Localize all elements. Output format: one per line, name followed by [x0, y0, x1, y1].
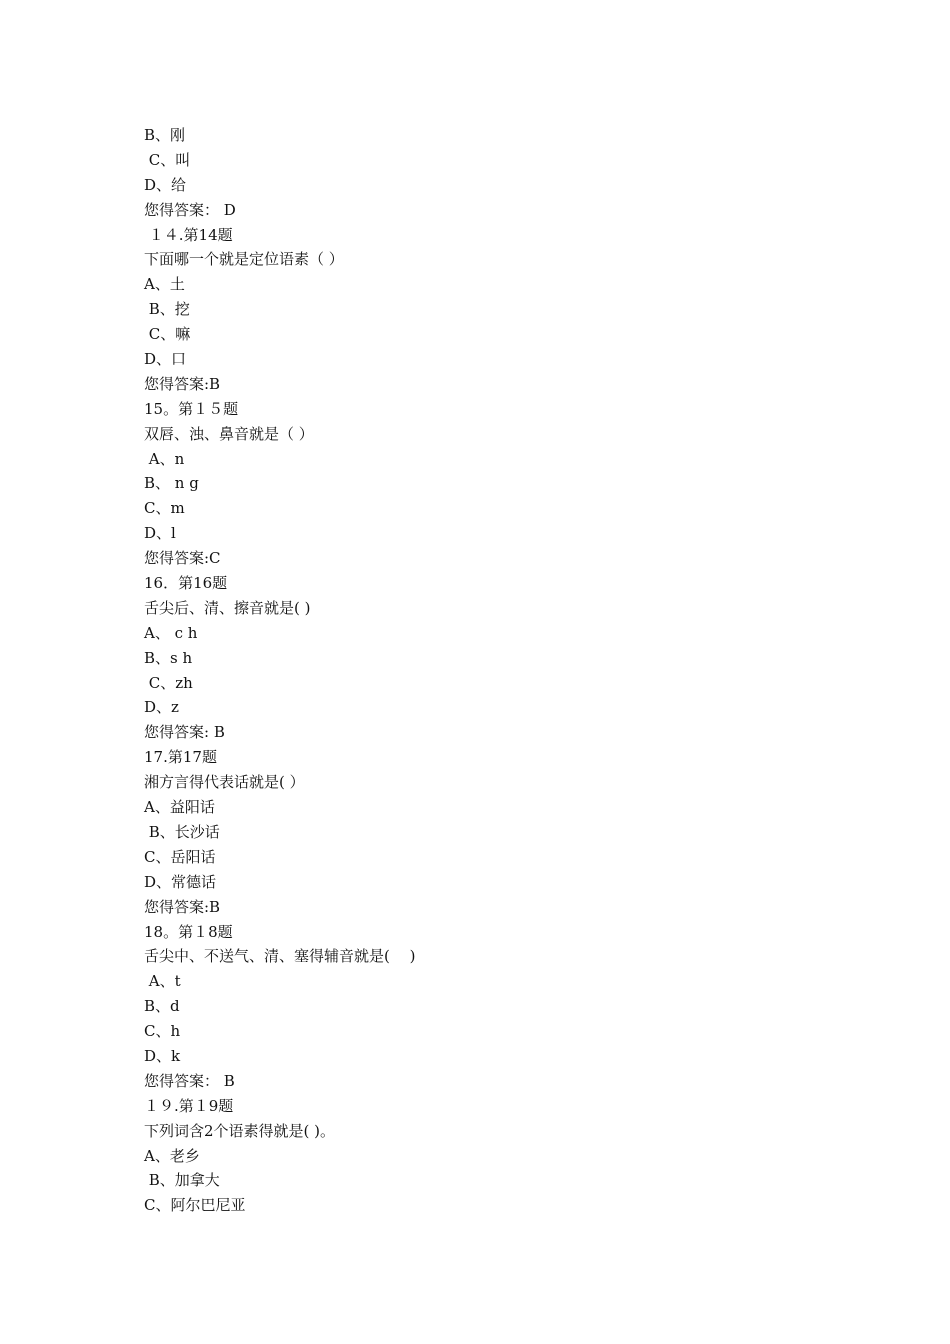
text-line: 15。第１５题	[144, 399, 239, 418]
text-line: 您得答案:B	[144, 374, 221, 393]
text-line: C、h	[144, 1022, 181, 1041]
text-line: C、岳阳话	[144, 847, 216, 866]
text-line: D、常德话	[144, 872, 217, 891]
text-line: D、l	[144, 524, 176, 543]
text-line: A、 c h	[144, 623, 198, 642]
text-line: 16．第16题	[144, 574, 228, 593]
text-line: B、挖	[144, 300, 190, 319]
text-line: B、s h	[144, 648, 193, 667]
text-line: １９.第１9题	[144, 1096, 234, 1115]
text-line: C、m	[144, 499, 185, 518]
text-line: D、z	[144, 698, 179, 717]
text-line: 您得答案:C	[144, 549, 221, 568]
text-line: 您得答案:B	[144, 897, 221, 916]
text-line: A、土	[144, 275, 185, 294]
text-line: B、 n g	[144, 474, 199, 493]
text-line: D、k	[144, 1046, 181, 1065]
text-line: B、刚	[144, 126, 186, 144]
text-line: 下面哪一个就是定位语素（ ）	[144, 250, 344, 269]
text-line: D、给	[144, 175, 187, 194]
text-line: 您得答案: B	[144, 723, 225, 742]
text-line: C、zh	[144, 673, 193, 692]
text-line: B、加拿大	[144, 1171, 220, 1190]
text-line: A、老乡	[144, 1146, 200, 1165]
text-line: A、t	[144, 972, 181, 991]
text-line: 舌尖后、清、擦音就是( )	[144, 598, 311, 617]
text-line: 下列词含2个语素得就是( )。	[144, 1121, 336, 1140]
text-line: D、口	[144, 350, 187, 369]
text-line: 您得答案： D	[144, 200, 236, 219]
text-line: A、益阳话	[144, 798, 215, 817]
text-line: 17.第17题	[144, 748, 217, 767]
text-line: 您得答案： B	[144, 1071, 235, 1090]
text-line: B、长沙话	[144, 822, 220, 841]
text-line: 舌尖中、不送气、清、塞得辅音就是( )	[144, 947, 416, 966]
text-line: C、叫	[144, 150, 191, 169]
text-line: C、嘛	[144, 325, 191, 344]
text-line: 湘方言得代表话就是( ）	[144, 773, 305, 792]
text-line: C、阿尔巴尼亚	[144, 1196, 246, 1215]
text-line: B、d	[144, 997, 180, 1016]
text-line: 18。第１8题	[144, 922, 233, 941]
text-line: A、n	[144, 449, 185, 468]
text-line: 双唇、浊、鼻音就是（ ）	[144, 424, 314, 443]
quiz-text-block	[144, 123, 844, 1218]
text-line: １４.第14题	[144, 225, 233, 244]
